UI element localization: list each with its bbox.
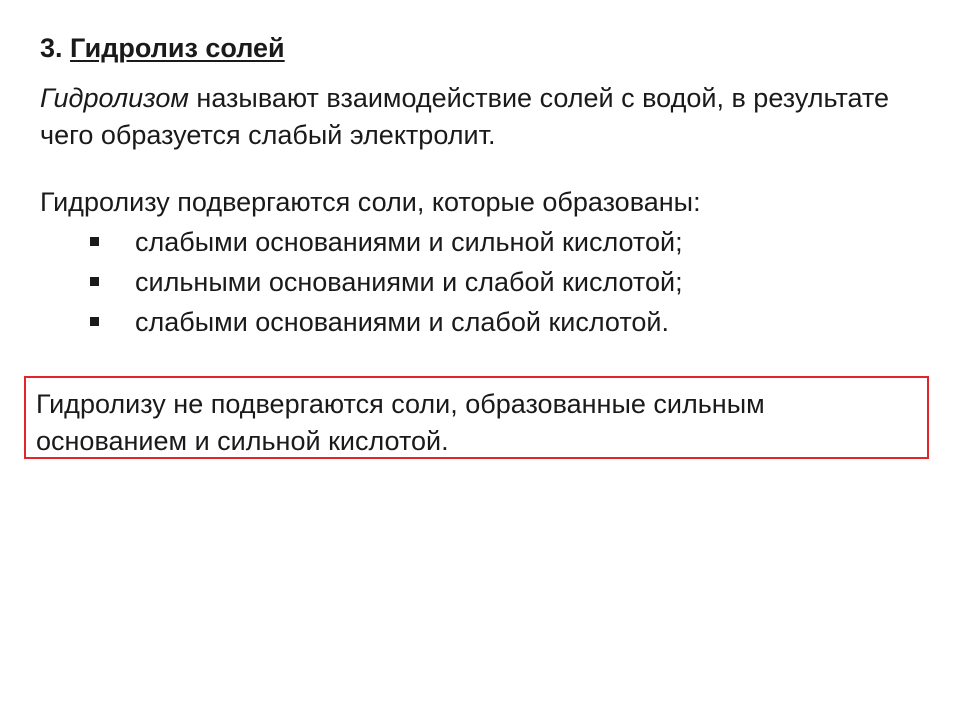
highlight-note-box: [24, 376, 929, 459]
square-bullet-icon: [90, 277, 99, 286]
note-text: Гидролизу не подвергаются соли, образованные сильным основанием и сильной кислотой.: [36, 389, 765, 456]
list-intro: Гидролизу подвергаются соли, которые образованы:: [40, 187, 701, 217]
list-item-text: сильными основаниями и слабой кислотой;: [135, 267, 683, 297]
square-bullet-icon: [90, 237, 99, 246]
definition-text: называют взаимодействие солей с водой, в результате чего образуется слабый электролит.: [40, 83, 890, 150]
list-item-text: слабыми основаниями и слабой кислотой.: [135, 307, 670, 337]
square-bullet-icon: [90, 317, 99, 326]
section-title: Гидролиз солей: [70, 33, 285, 63]
list-item-text: слабыми основаниями и сильной кислотой;: [135, 227, 683, 257]
definition-paragraph: [40, 80, 920, 154]
section-heading: [40, 30, 285, 66]
definition-term: Гидролизом: [40, 83, 189, 113]
section-number: 3.: [40, 33, 63, 63]
